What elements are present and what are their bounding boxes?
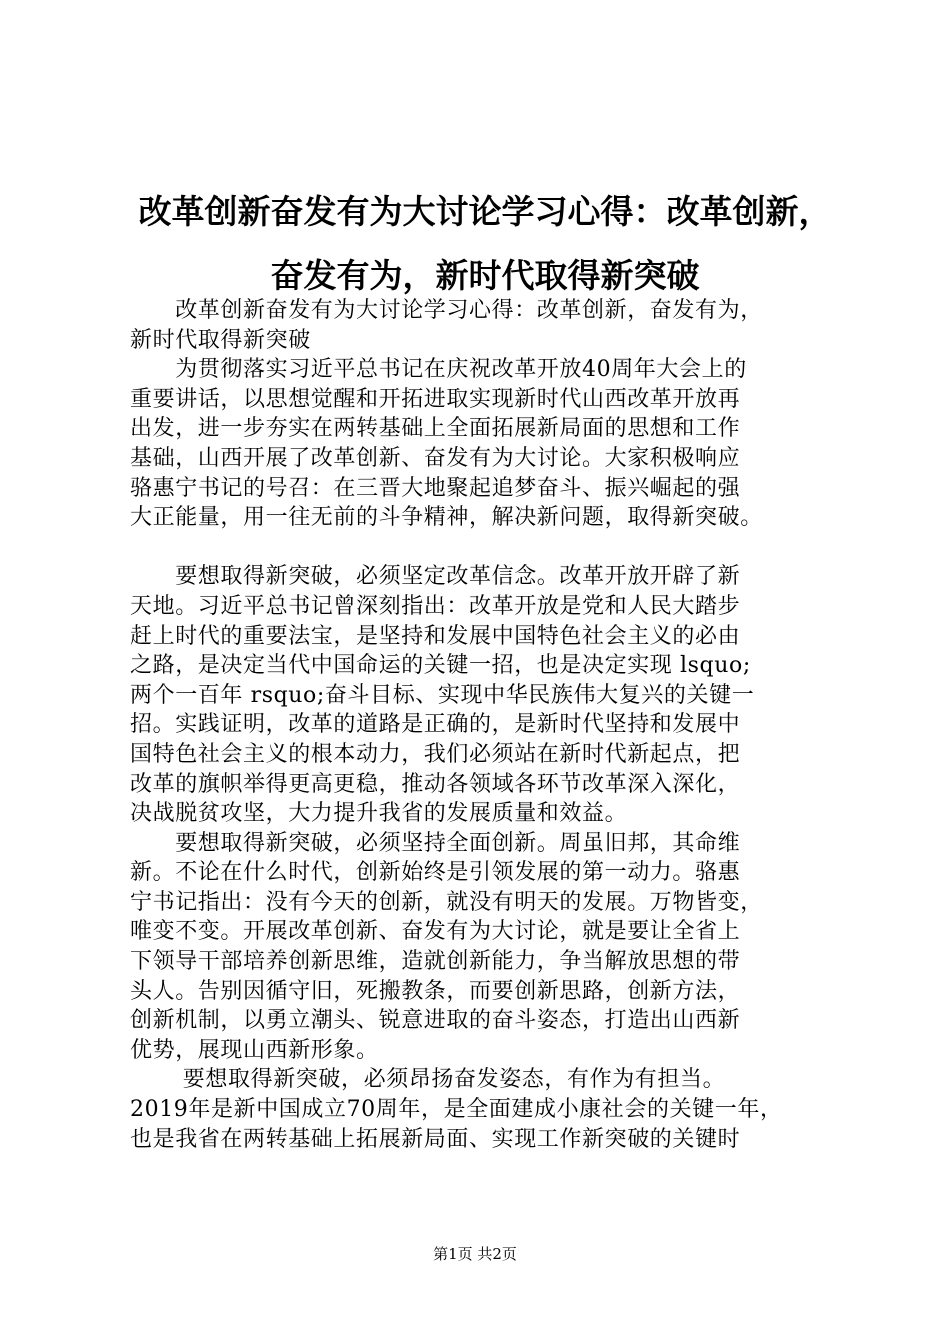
paragraph [130, 1065, 850, 1154]
document-body [130, 296, 850, 1154]
paragraph [130, 296, 850, 355]
text-line: 2019年是新中国成立70周年，是全面建成小康社会的关键一年， [130, 1097, 783, 1123]
text-line: 决战脱贫攻坚，大力提升我省的发展质量和效益。 [130, 801, 628, 827]
text-line: 赶上时代的重要法宝，是坚持和发展中国特色社会主义的必由 [130, 623, 741, 649]
text-line: 新时代取得新突破 [130, 327, 311, 353]
text-line: 要想取得新突破，必须坚定改革信念。改革开放开辟了新 [130, 564, 741, 590]
text-line: 唯变不变。开展改革创新、奋发有为大讨论，就是要让全省上 [130, 919, 741, 945]
page-number: 第1页 共2页 [433, 1245, 517, 1263]
paragraph [130, 562, 850, 828]
text-line: 基础，山西开展了改革创新、奋发有为大讨论。大家积极响应 [130, 445, 741, 471]
text-line: 宁书记指出：没有今天的创新，就没有明天的发展。万物皆变， [130, 889, 763, 915]
text-line: 改革创新奋发有为大讨论学习心得：改革创新，奋发有为， [130, 298, 763, 323]
text-line: 国特色社会主义的根本动力，我们必须站在新时代新起点，把 [130, 741, 741, 767]
text-line: 也是我省在两转基础上拓展新局面、实现工作新突破的关键时 [130, 1126, 741, 1152]
text-line: 优势，展现山西新形象。 [130, 1037, 379, 1063]
text-line: 重要讲话，以思想觉醒和开拓进取实现新时代山西改革开放再 [130, 386, 741, 412]
text-line: 两个一百年 rsquo;奋斗目标、实现中华民族伟大复兴的关键一 [130, 682, 755, 708]
text-line: 创新机制，以勇立潮头、锐意进取的奋斗姿态，打造出山西新 [130, 1008, 741, 1034]
text-line: 大正能量，用一往无前的斗争精神，解决新问题，取得新突破。 [130, 505, 763, 531]
paragraph [130, 829, 850, 1066]
text-line: 天地。习近平总书记曾深刻指出：改革开放是党和人民大踏步 [130, 593, 741, 619]
paragraph-gap [130, 533, 850, 563]
text-line: 招。实践证明，改革的道路是正确的，是新时代坚持和发展中 [130, 712, 741, 738]
text-line: 之路，是决定当代中国命运的关键一招，也是决定实现 lsquo; [130, 653, 751, 679]
text-line: 为贯彻落实习近平总书记在庆祝改革开放40周年大会上的 [130, 357, 747, 383]
text-line: 下领导干部培养创新思维，造就创新能力，争当解放思想的带 [130, 949, 741, 975]
text-line: 改革的旗帜举得更高更稳，推动各领域各环节改革深入深化， [130, 771, 741, 797]
text-line: 头人。告别因循守旧，死搬教条，而要创新思路，创新方法， [130, 978, 741, 1004]
text-line: 要想取得新突破，必须坚持全面创新。周虽旧邦，其命维 [130, 830, 741, 856]
text-line: 出发，进一步夯实在两转基础上全面拓展新局面的思想和工作 [130, 416, 741, 442]
title-line: 改革创新奋发有为大讨论学习心得：改革创新， [138, 192, 832, 231]
title-line: 奋发有为，新时代取得新突破 [270, 256, 700, 295]
text-line: 要想取得新突破，必须昂扬奋发姿态，有作为有担当。 [130, 1067, 726, 1093]
document-title [110, 180, 860, 308]
text-line: 新。不论在什么时代，创新始终是引领发展的第一动力。骆惠 [130, 860, 741, 886]
paragraph [130, 355, 850, 533]
text-line: 骆惠宁书记的号召：在三晋大地聚起追梦奋斗、振兴崛起的强 [130, 475, 741, 501]
